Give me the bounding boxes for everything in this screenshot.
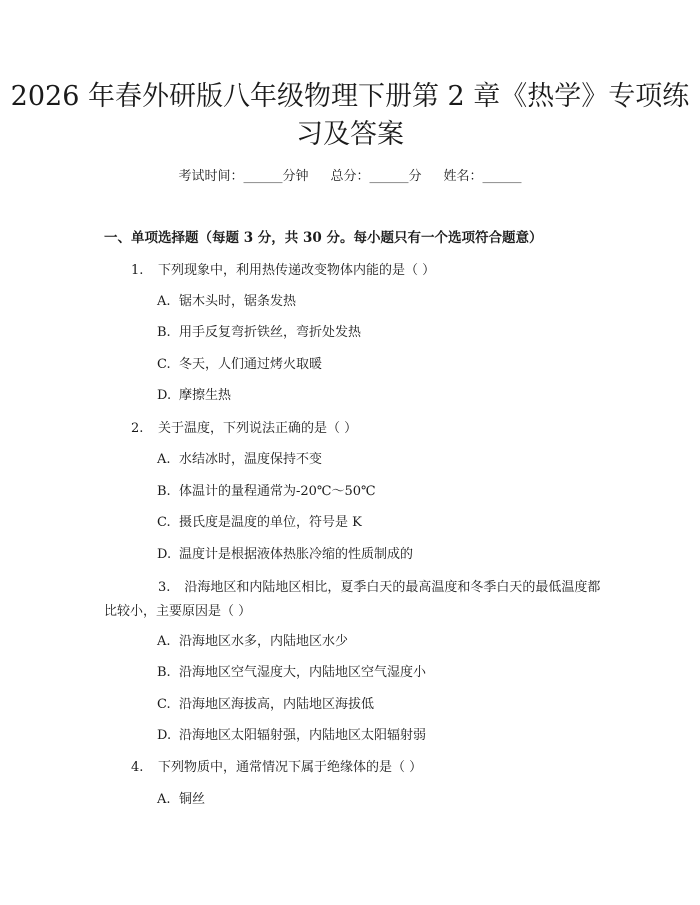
option-letter: A. <box>157 634 171 649</box>
option-letter: D. <box>157 547 172 562</box>
total-score-label: 总分：______分 <box>330 169 422 184</box>
option-text: 沿海地区空气湿度大，内陆地区空气湿度小 <box>179 665 427 680</box>
option-text: 体温计的量程通常为-20℃～50℃ <box>179 484 376 499</box>
question-2 <box>131 420 357 438</box>
question-1-option-d <box>157 387 231 405</box>
option-letter: B. <box>157 325 171 340</box>
question-2-option-d <box>157 546 413 564</box>
question-1-option-c <box>157 356 322 374</box>
option-text: 用手反复弯折铁丝，弯折处发热 <box>179 325 362 340</box>
question-text: 关于温度，下列说法正确的是（ ） <box>158 421 358 436</box>
option-letter: C. <box>157 515 171 530</box>
option-text: 锯木头时，锯条发热 <box>179 294 297 309</box>
exam-time-label: 考试时间：______分钟 <box>178 169 309 184</box>
option-letter: D. <box>157 728 172 743</box>
option-letter: C. <box>157 357 171 372</box>
option-text: 温度计是根据液体热胀冷缩的性质制成的 <box>179 547 414 562</box>
option-letter: B. <box>157 665 171 680</box>
option-letter: C. <box>157 697 171 712</box>
question-2-option-c <box>157 514 362 532</box>
option-text: 摩擦生热 <box>179 388 232 403</box>
question-number: 2. <box>131 421 144 436</box>
question-number: 3. <box>158 580 171 595</box>
section-title: 一、单项选择题（每题 3 分，共 30 分。每小题只有一个选项符合题意） <box>104 230 543 246</box>
option-letter: A. <box>157 792 171 807</box>
option-letter: B. <box>157 484 171 499</box>
question-1-option-b <box>157 324 361 342</box>
question-number: 4. <box>131 760 144 775</box>
question-2-option-a <box>157 451 322 469</box>
option-text: 沿海地区海拔高，内陆地区海拔低 <box>179 697 375 712</box>
exam-meta <box>0 168 700 186</box>
option-text: 沿海地区水多，内陆地区水少 <box>179 634 349 649</box>
option-text: 摄氏度是温度的单位，符号是 K <box>179 515 362 530</box>
option-text: 沿海地区太阳辐射强，内陆地区太阳辐射弱 <box>179 728 427 743</box>
option-letter: A. <box>157 452 171 467</box>
option-text: 铜丝 <box>179 792 206 807</box>
question-4-option-a <box>157 791 205 809</box>
question-3-option-a <box>157 633 348 651</box>
question-3-option-d <box>157 727 426 745</box>
question-3-option-c <box>157 696 374 714</box>
question-number: 1. <box>131 263 144 278</box>
question-2-option-b <box>157 483 376 501</box>
option-text: 水结冰时，温度保持不变 <box>179 452 323 467</box>
question-4 <box>131 759 422 777</box>
question-3-option-b <box>157 664 426 682</box>
question-1-option-a <box>157 293 296 311</box>
document-title: 2026 年春外研版八年级物理下册第 2 章《热学》专项练习及答案 <box>10 81 690 150</box>
option-letter: D. <box>157 388 172 403</box>
question-text: 下列现象中，利用热传递改变物体内能的是（ ） <box>158 263 436 278</box>
student-name-label: 姓名：______ <box>443 169 522 184</box>
option-letter: A. <box>157 294 171 309</box>
question-1 <box>131 262 435 280</box>
question-3 <box>104 576 604 624</box>
question-text: 沿海地区和内陆地区相比，夏季白天的最高温度和冬季白天的最低温度都比较小，主要原因是（ ） <box>104 580 601 619</box>
question-text: 下列物质中，通常情况下属于绝缘体的是（ ） <box>158 760 423 775</box>
option-text: 冬天，人们通过烤火取暖 <box>179 357 323 372</box>
